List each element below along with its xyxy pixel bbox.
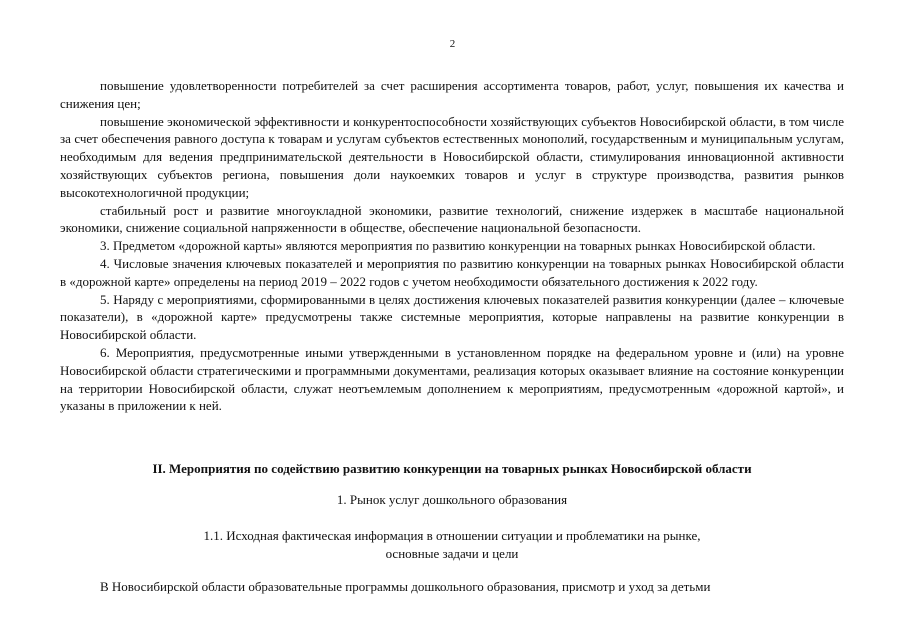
section-title: II. Мероприятия по содействию развитию конкуренции на товарных рынках Новосибирской области (152, 461, 752, 476)
paragraph: 5. Наряду с мероприятиями, сформированными в целях достижения ключевых показателей развития конкуренции (далее – ключевые показатели), в «дорожной карте» предусмотрены также системные мероприятия, которые направлены на развитие конкуренции в Новосибирской области. (60, 291, 844, 343)
paragraph: В Новосибирской области образовательные программы дошкольного образования, присмотр и уход за детьми (100, 579, 711, 594)
subsection-title: 1. Рынок услуг дошкольного образования (336, 492, 568, 507)
paragraph: повышение экономической эффективности и конкурентоспособности хозяйствующих субъектов Новосибирской области, в том числе за счет обеспечения равного доступа к товарам и услугам субъектов естественных монополий, государственным и муниципальным услугам, необходимым для ведения предпринимательской деятельности в Новосибирской области, стимулирования инновационной активности хозяйствующих субъектов региона, повышения доли наукоемких товаров и услуг в структуре производства, развития рынков высокотехнологичной продукции; (60, 113, 844, 200)
paragraph: повышение удовлетворенности потребителей за счет расширения ассортимента товаров, работ, услуг, повышения их качества и снижения цен; (60, 78, 844, 111)
paragraph: 4. Числовые значения ключевых показателей и мероприятия по развитию конкуренции на товарных рынках Новосибирской области в «дорожной карте» определены на период 2019 – 2022 годов с учетом необходимости обязательного достижения к 2022 году. (60, 255, 844, 289)
page-number: 2 (449, 38, 456, 50)
tail-text (60, 578, 844, 596)
subsubsection-title (60, 527, 844, 563)
subsubsection-title-line2: основные задачи и цели (385, 545, 519, 561)
paragraph: стабильный рост и развитие многоукладной экономики, развитие технологий, снижение издержек в масштабе национальной экономики, снижение социальной напряженности в обществе, обеспечение национальной безопасности. (60, 202, 844, 236)
subsubsection-title-line1: 1.1. Исходная фактическая информация в отношении ситуации и проблематики на рынке, (203, 528, 701, 543)
paragraph: 3. Предметом «дорожной карты» являются мероприятия по развитию конкуренции на товарных рынках Новосибирской области. (100, 238, 816, 254)
body-text (60, 77, 844, 415)
paragraph: 6. Мероприятия, предусмотренные иными утвержденными в установленном порядке на федеральном уровне и (или) на уровне Новосибирской области стратегическими и программными документами, реализация которых оказывает влияние на состояние конкуренции на территории Новосибирской области, служат неотъемлемым дополнением к мероприятиям, предусмотренным «дорожной картой», и указаны в приложении к ней. (60, 344, 844, 414)
